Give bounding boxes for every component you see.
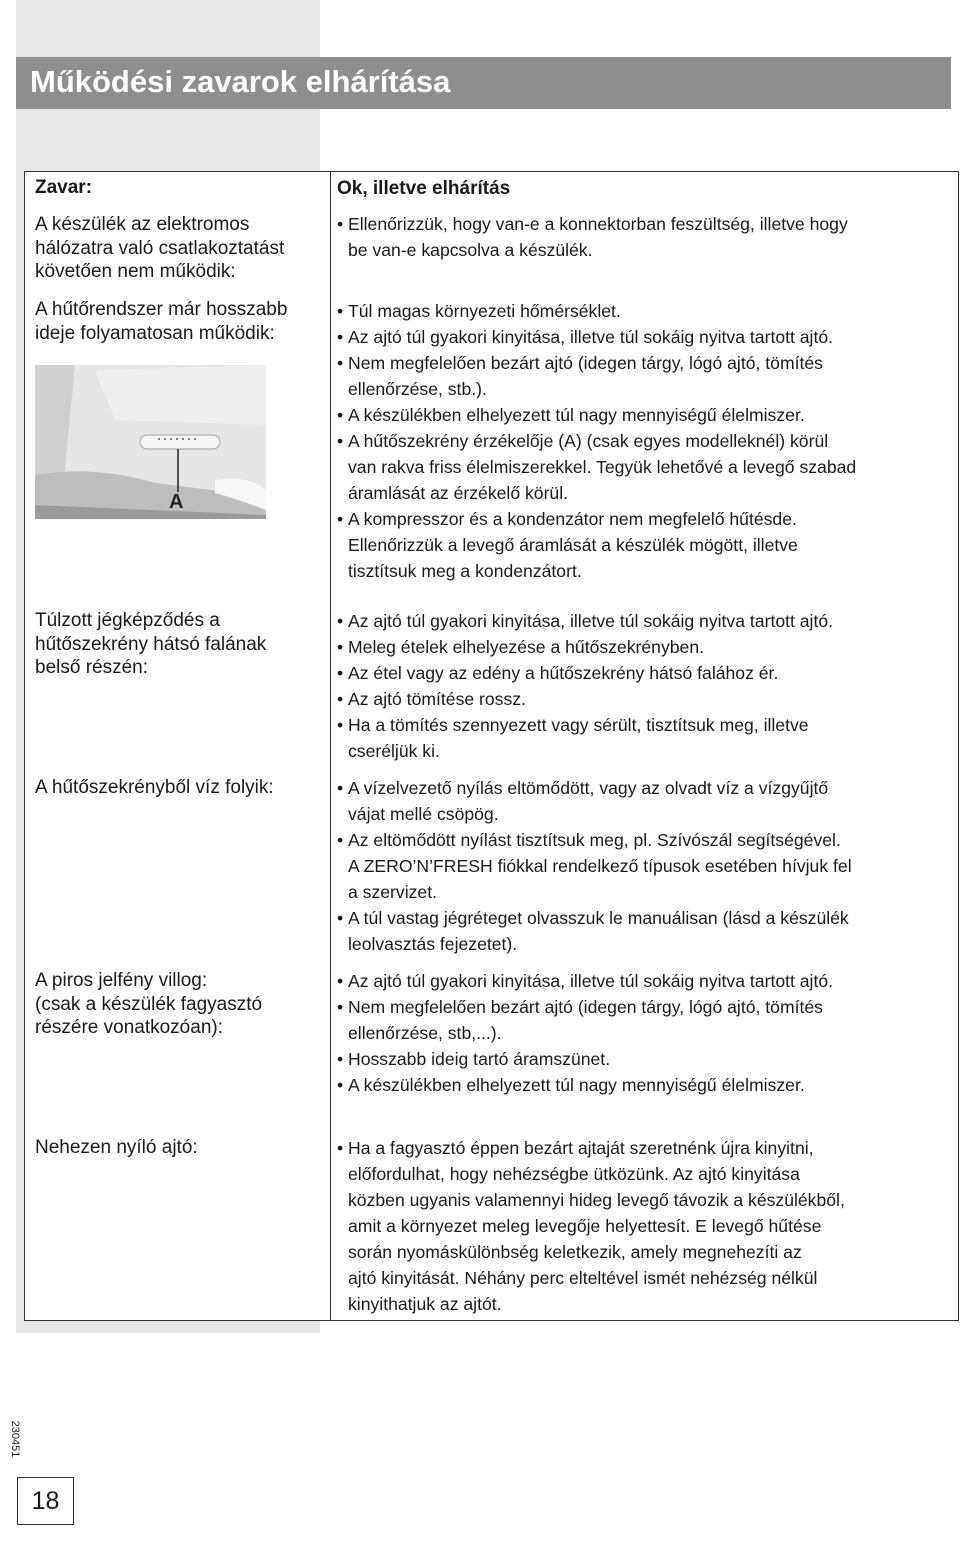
document-code: 230451 [9,1420,21,1458]
list-item: • Nem megfelelően bezárt ajtó (idegen tárgy, lógó ajtó, tömítés ellenőrzése, stb,...). [337,994,957,1046]
problem-5: A piros jelfény villog: (csak a készülék fagyasztó részére vonatkozóan): [35,970,263,1038]
list-item: • Nem megfelelően bezárt ajtó (idegen tárgy, lógó ajtó, tömítés ellenőrzése, stb.). [337,350,957,402]
list-item: • Az ajtó túl gyakori kinyitása, illetve túl sokáig nyitva tartott ajtó. [337,968,957,994]
page-title: Működési zavarok elhárítása [30,64,451,99]
problem-2: A hűtőrendszer már hosszabb ideje folyamatosan működik: [35,299,288,344]
causes-2 [337,298,957,584]
list-item: • Az ajtó tömítése rossz. [337,686,957,712]
sensor-photo [35,365,266,519]
title-bar [16,57,951,109]
table-divider [330,171,331,1321]
list-item: • A hűtőszekrény érzékelője (A) (csak egyes modelleknél) körül van rakva friss élelmiszerekkel. Tegyük lehetővé a levegő szabad áramlását az érzékelő körül. [337,428,957,506]
list-item: • Az ajtó túl gyakori kinyitása, illetve túl sokáig nyitva tartott ajtó. [337,608,957,634]
causes-3 [337,608,957,764]
problem-4: A hűtőszekrényből víz folyik: [35,777,274,798]
causes-5 [337,968,957,1098]
list-item: • Az ajtó túl gyakori kinyitása, illetve túl sokáig nyitva tartott ajtó. [337,324,957,350]
sensor-label: A [169,491,184,513]
causes-6 [337,1135,957,1317]
list-item: • Túl magas környezeti hőmérséklet. [337,298,957,324]
list-item: • Ellenőrizzük, hogy van-e a konnektorban feszültség, illetve hogy be van-e kapcsolva a készülék. [337,211,957,263]
list-item: • Hosszabb ideig tartó áramszünet. [337,1046,957,1072]
list-item: • A készülékben elhelyezett túl nagy mennyiségű élelmiszer. [337,402,957,428]
list-item: • A vízelvezető nyílás eltömődött, vagy az olvadt víz a vízgyűjtő vájat mellé csöpög. [337,775,957,827]
cause-header: Ok, illetve elhárítás [337,178,511,199]
list-item: • Az eltömődött nyílást tisztítsuk meg, pl. Szívószál segítségével. A ZERO’N’FRESH fiókkal rendelkező típusok esetében hívjuk fel a szervizet. [337,827,957,905]
page-number: 18 [17,1477,74,1525]
list-item: • Az étel vagy az edény a hűtőszekrény hátsó falához ér. [337,660,957,686]
causes-4 [337,775,957,957]
list-item: • A kompresszor és a kondenzátor nem megfelelő hűtésde. Ellenőrizzük a levegő áramlását a készülék mögött, illetve tisztítsuk meg a kondenzátort. [337,506,957,584]
list-item: • Meleg ételek elhelyezése a hűtőszekrényben. [337,634,957,660]
list-item: • Ha a fagyasztó éppen bezárt ajtaját szeretnénk újra kinyitni, előfordulhat, hogy nehézségbe ütközünk. Az ajtó kinyitása közben ugyanis valamennyi hideg levegő távozik a készülékből, amit a környezet meleg levegője helyettesít. E levegő hűtése során nyomáskülönbség keletkezik, amely megnehezíti az ajtó kinyitását. Néhány perc elteltével ismét nehézség nélkül kinyithatjuk az ajtót. [337,1135,957,1317]
list-item: • A készülékben elhelyezett túl nagy mennyiségű élelmiszer. [337,1072,957,1098]
problem-3: Túlzott jégképződés a hűtőszekrény hátsó falának belső részén: [35,610,267,678]
list-item: • A túl vastag jégréteget olvasszuk le manuálisan (lásd a készülék leolvasztás fejezetet). [337,905,957,957]
problem-1: A készülék az elektromos hálózatra való csatlakoztatást követően nem működik: [35,214,285,282]
fridge-interior-illustration [35,365,266,519]
causes-1 [337,211,957,263]
problem-6: Nehezen nyíló ajtó: [35,1137,198,1158]
list-item: • Ha a tömítés szennyezett vagy sérült, tisztítsuk meg, illetve cseréljük ki. [337,712,957,764]
problem-header: Zavar: [35,177,93,198]
